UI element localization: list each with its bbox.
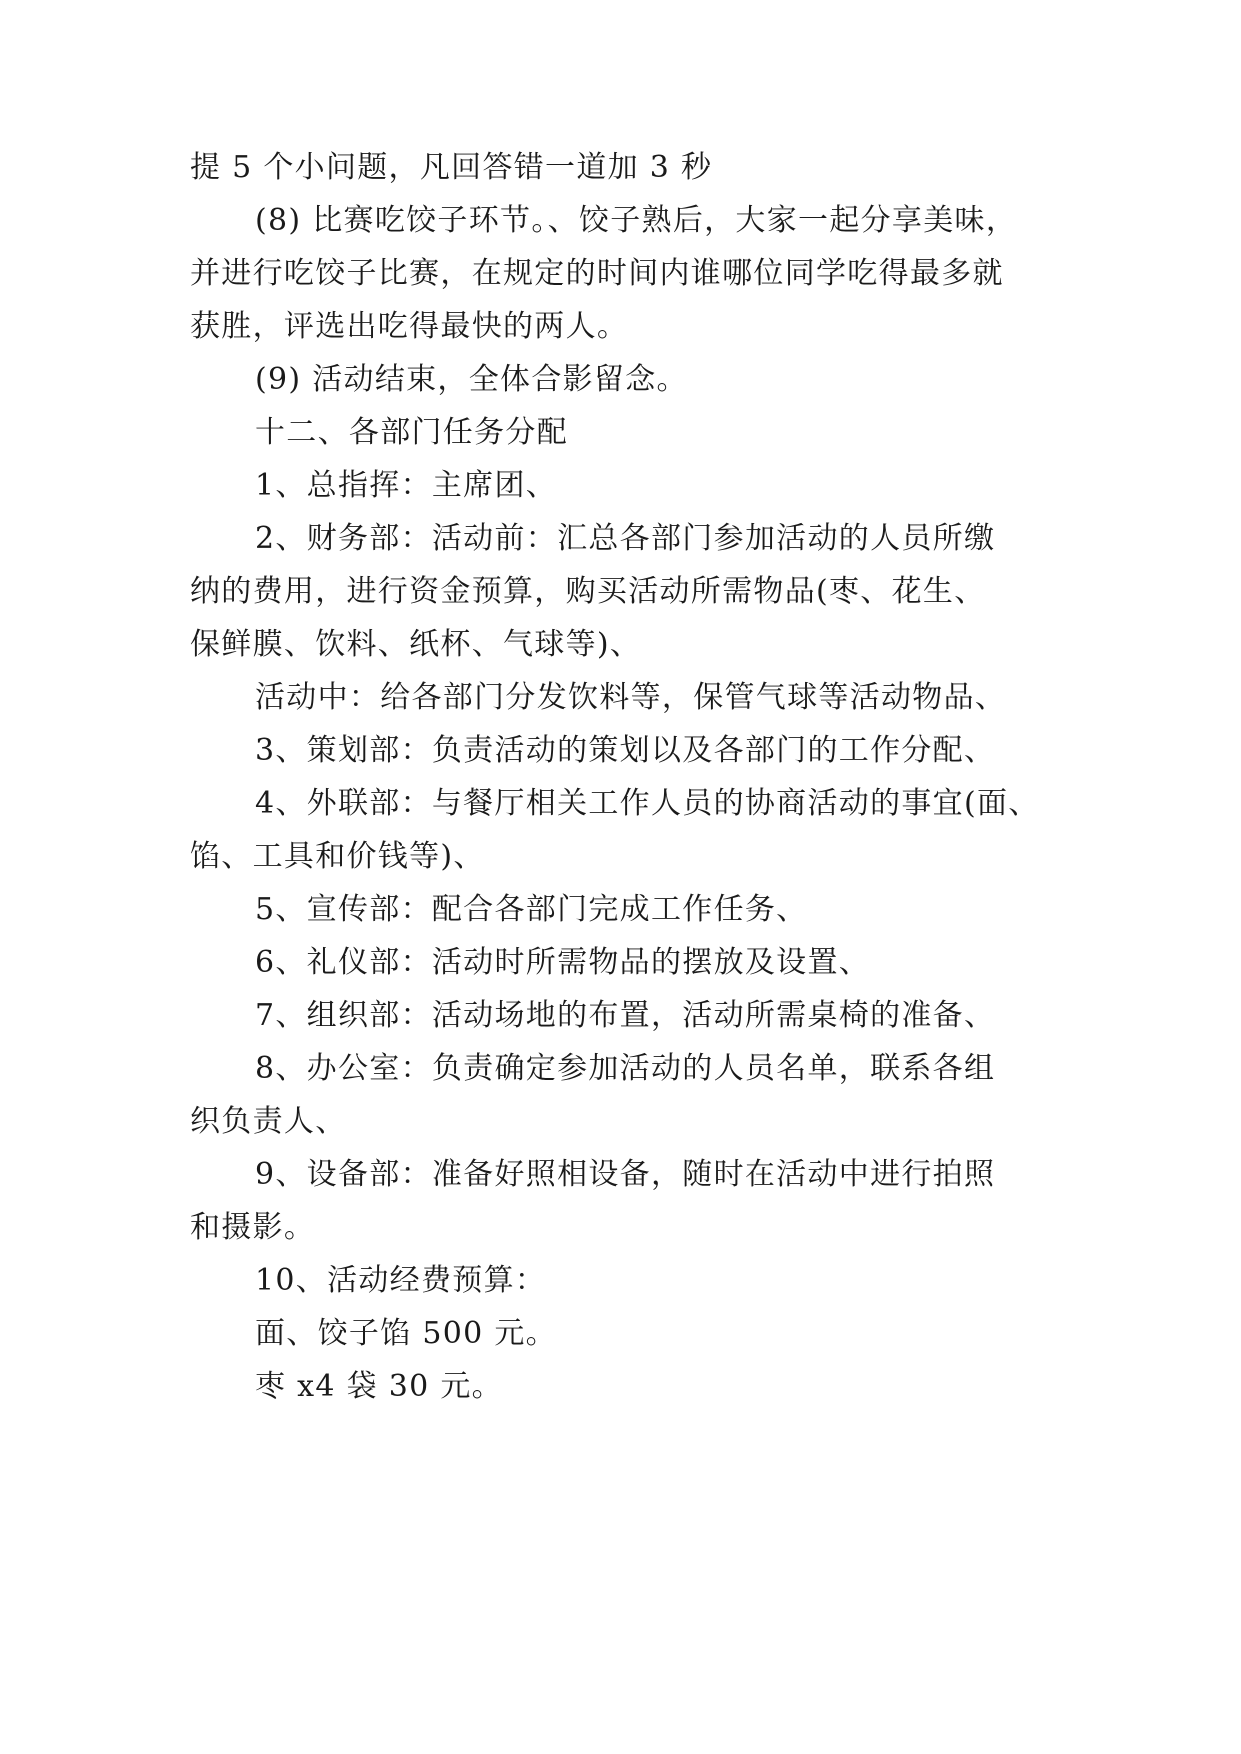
text-line: (9) 活动结束，全体合影留念。 xyxy=(255,362,688,397)
text-line: 4、外联部：与餐厅相关工作人员的协商活动的事宜(面、 xyxy=(255,786,1040,821)
text-line: 5、宣传部：配合各部门完成工作任务、 xyxy=(255,892,808,927)
text-line: 织负责人、 xyxy=(190,1104,347,1139)
text-line: 获胜，评选出吃得最快的两人。 xyxy=(190,309,629,344)
text-line: 并进行吃饺子比赛，在规定的时间内谁哪位同学吃得最多就 xyxy=(190,256,1004,291)
text-line: 纳的费用，进行资金预算，购买活动所需物品(枣、花生、 xyxy=(190,574,986,609)
text-line: 2、财务部：活动前：汇总各部门参加活动的人员所缴 xyxy=(255,521,996,556)
text-line: 7、组织部：活动场地的布置，活动所需桌椅的准备、 xyxy=(255,998,996,1033)
text-line: 馅、工具和价钱等)、 xyxy=(190,839,485,874)
text-line: 10、活动经费预算： xyxy=(255,1263,547,1298)
text-line: 枣 x4 袋 30 元。 xyxy=(255,1369,503,1404)
section-heading: 十二、各部门任务分配 xyxy=(255,415,568,450)
text-line: 1、总指挥：主席团、 xyxy=(255,468,558,503)
text-line: 8、办公室：负责确定参加活动的人员名单，联系各组 xyxy=(255,1051,996,1086)
text-line: 提 5 个小问题，凡回答错一道加 3 秒 xyxy=(190,150,713,185)
text-line: 和摄影。 xyxy=(190,1210,316,1245)
text-line: 6、礼仪部：活动时所需物品的摆放及设置、 xyxy=(255,945,871,980)
text-line: 活动中：给各部门分发饮料等，保管气球等活动物品、 xyxy=(255,680,1007,715)
text-line: 保鲜膜、饮料、纸杯、气球等)、 xyxy=(190,627,642,662)
text-line: 3、策划部：负责活动的策划以及各部门的工作分配、 xyxy=(255,733,996,768)
text-line: 9、设备部：准备好照相设备，随时在活动中进行拍照 xyxy=(255,1157,996,1192)
text-line: (8) 比赛吃饺子环节。、饺子熟后，大家一起分享美味， xyxy=(255,203,1018,238)
text-line: 面、饺子馅 500 元。 xyxy=(255,1316,557,1351)
